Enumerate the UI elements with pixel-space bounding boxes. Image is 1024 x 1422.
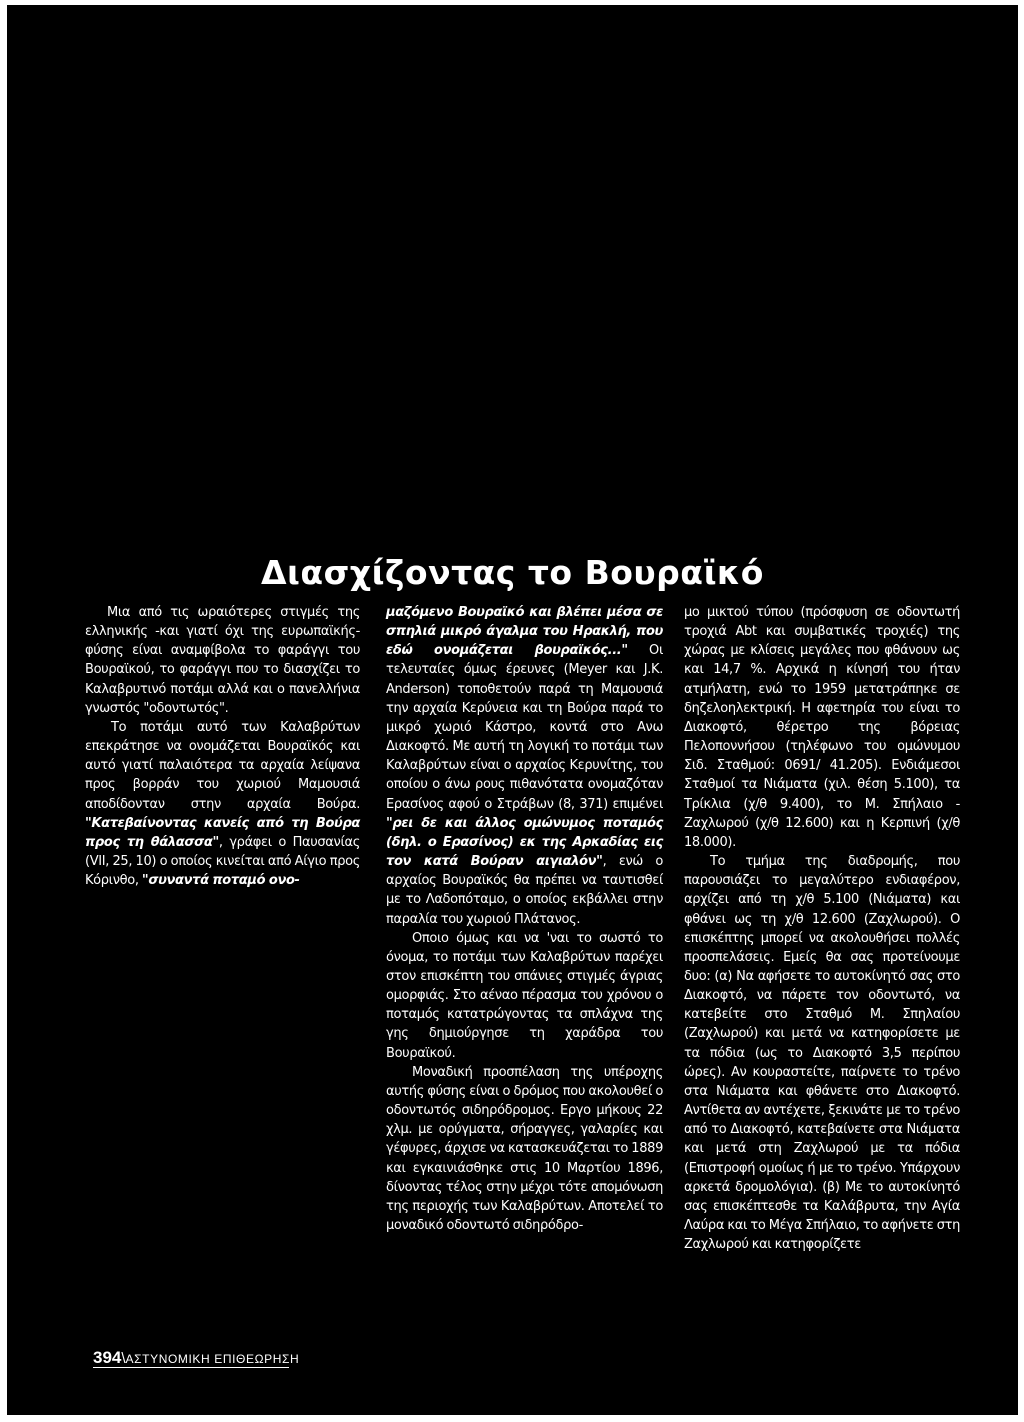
paragraph-text: , ενώ ο αρχαίος Βουραϊκός θα πρέπει να ταυτισθεί με το Λαδοπόταμο, ο οποίος εκβάλλει στην παραλία του χωριού Πλάτανος. [386, 854, 663, 927]
paragraph-text: , γράφει ο Παυσανίας (VII, 25, 10) ο οποίος κινείται από Αίγιο προς Κόρινθο, [85, 834, 360, 889]
quote-continued: μαζόμενο Βουραϊκό και βλέπει μέσα σε σπηλιά μικρό άγαλμα του Ηρακλή, που εδώ ονομάζεται βουραϊκός..." [386, 605, 663, 659]
paragraph: μο μικτού τύπου (πρόσφυση σε οδοντωτή τροχιά Abt και συμβατικές τροχιές) της χώρας με κλίσεις μεγάλες που φθάνουν ως και 14,7 %. Αρχικά η κίνησή του ήταν ατμήλατη, ενώ το 1959 μετατράπηκε σε δηζελοηλεκτρική. Η αφετηρία του είναι το Διακοφτό, θέρετρο της βόρειας Πελοποννήσου (τηλέφωνο του ομώνυμου Σιδ. Σταθμού: 0691/ 41.205). Ενδιάμεσοι Σταθμοί τα Νιάματα (χιλ. θέση 5.100), τα Τρίκλια (χ/θ 9.400), το Μ. Σπήλαιο - Ζαχλωρού (χ/θ 12.600) και η Κερπινή (χ/θ 18.000). [684, 605, 960, 850]
paragraph: Μοναδική προσπέλαση της υπέροχης αυτής φύσης είναι ο δρόμος που ακολουθεί ο οδοντωτός σιδηρόδρομος. Εργο μήκους 22 χλμ. με ορύγματα, σήραγγες, γαλαρίες και γέφυρες, άρχισε να κατασκευάζεται το 1889 και εγκαινιάσθηκε στις 10 Μαρτίου 1896, δίνοντας τέλος στην μέχρι τότε απομόνωση της περιοχής των Καλαβρύτων. Αποτελεί το μοναδικό οδοντωτό σιδηρόδρο- [386, 1064, 663, 1233]
footer-rule [93, 1367, 289, 1368]
paragraph-text: Το ποτάμι αυτό των Καλαβρύτων επεκράτησε να ονομάζεται Βουραϊκός και αυτό γιατί παλαιότερα τα αρχαία λείψανα προς βορράν του χωριού Μαμουσιά αποδίδονταν στην αρχαία Βούρα. [85, 719, 360, 812]
magazine-name: ΑΣΤΥΝΟΜΙΚΗ ΕΠΙΘΕΩΡΗΣΗ [125, 1352, 300, 1366]
dark-photo-area [7, 5, 1018, 550]
paragraph: Το τμήμα της διαδρομής, που παρουσιάζει το μεγαλύτερο ενδιαφέρον, αρχίζει από τη χ/θ 5.100 (Νιάματα) και φθάνει ως τη χ/θ 12.600 (Ζαχλωρού). Ο επισκέπτης μπορεί να ακολουθήσει πολλές προσπελάσεις. Εμείς θα σας προτείνουμε δυο: (α) Να αφήσετε το αυτοκίνητό σας στο Διακοφτό, να πάρετε τον οδοντωτό, να κατεβείτε στο Σταθμό Μ. Σπηλαίου (Ζαχλωρού) και μετά να κατηφορίσετε με τα πόδια (ως το Διακοφτό 3,5 περίπου ώρες). Αν κουραστείτε, παίρνετε το τρένο στα Νιάματα και φθάνετε στο Διακοφτό. Αντίθετα αν αντέχετε, ξεκινάτε με το τρένο από το Διακοφτό, κατεβαίνετε στα Νιάματα και μετά στη Ζαχλωρού με τα πόδια (Επιστροφή ομοίως ή με το τρένο. Υπάρχουν αρκετά δρομολόγια). (β) Με το αυτοκίνητό σας επισκέπτεσθε τα Καλάβρυτα, την Αγία Λαύρα και το Μέγα Σπήλαιο, το αφήνετε στη Ζαχλωρού και κατηφορίζετε [684, 854, 960, 1253]
quote-pausanias: "Κατεβαίνοντας κανείς από τη Βούρα προς τη θάλασσα" [85, 815, 360, 850]
quote-strabo: "ρει δε και άλλος ομώνυμος ποταμός (δηλ. ο Ερασίνος) εκ της Αρκαδίας εις τον κατά Βούραν αιγιαλόν" [386, 815, 663, 870]
quote-continued: "συναντά ποταμό ονο- [141, 873, 300, 889]
paragraph-text: Οι τελευταίες όμως έρευνες (Meyer και J.K. Anderson) τοποθετούν παρά τη Μαμουσιά την αρχαία Κερύνεια και τη Βούρα παρά το μικρό χωριό Κάστρο, κοντά στο Ανω Διακοφτό. Με αυτή τη λογική το ποτάμι των Καλαβρύτων είναι ο αρχαίος Κερυνίτης, του οποίου ο άνω ρους πιθανότατα ονομαζόταν Ερασίνος αφού ο Στράβων (8, 371) επιμένει [386, 643, 663, 812]
paragraph: Οποιο όμως και να 'ναι το σωστό το όνομα, το ποτάμι των Καλαβρύτων παρέχει στον επισκέπτη του σπάνιες στιγμές άγριας ομορφιάς. Στο αέναο πέρασμα του χρόνου ο ποταμός κατατρώγοντας τα σπλάχνα της γης δημιούργησε τη χαράδρα του Βουραϊκού. [386, 930, 663, 1061]
page-number: 394 [93, 1348, 122, 1367]
text-column-1 [85, 603, 360, 890]
paragraph [386, 603, 663, 929]
article-title: Διασχίζοντας το Βουραϊκό [261, 553, 764, 592]
footer-separator: \ [121, 1350, 126, 1367]
magazine-page [7, 5, 1018, 1415]
page-footer [93, 1348, 299, 1368]
paragraph: Μια από τις ωραιότερες στιγμές της ελληνικής -και γιατί όχι της ευρωπαϊκής- φύσης είναι αναμφίβολα το φαράγγι του Βουραϊκού, το φαράγγι που το διασχίζει το Καλαβρυτινό ποτάμι αλλά και ο πανελλήνια γνωστός "οδοντωτός". [85, 605, 360, 716]
text-column-2 [386, 603, 663, 1235]
text-column-3 [684, 603, 960, 1254]
paragraph [85, 718, 360, 890]
